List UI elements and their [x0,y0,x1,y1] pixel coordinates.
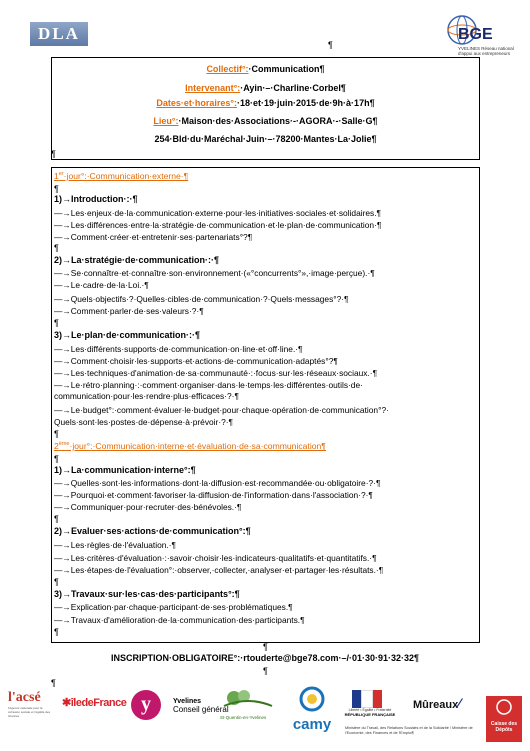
yvelines-logo-text: Yvelines Conseil général [173,698,229,714]
ile-de-france-logo: ✱îledeFrance [62,697,127,709]
list-item: —→Les·critères·d'évaluation·:·savoir·choisir·les·indicateurs·qualitatifs·et·quantitatifs.·¶ [54,553,377,563]
sqy-leaf-icon [220,688,276,710]
yvelines-y-icon: y [141,693,151,715]
paragraph-mark: ¶ [263,642,268,652]
list-item: —→Le·budget°:·comment·évaluer·le·budget·pour·chaque·opération·de·communication°?· [54,405,389,415]
saint-quentin-logo: St-Quentin-en-Yvelines [220,688,276,718]
bge-logo-subtitle: YVELINES Réseau national d'appui aux entrepreneurs [458,46,514,56]
list-item: —→Les·différences·entre·la·stratégie·de·communication·et·le·plan·de·communication·¶ [54,220,382,230]
program-box [51,167,480,643]
info-box [51,57,480,160]
paragraph-mark: ¶ [328,40,333,50]
list-item: —→Les·enjeux·de·la·communication·externe·pour·les·initiatives·sociales·et·solidaires.¶ [54,208,382,218]
section-heading: 2)→Evaluer·ses·actions·de·communication°:¶ [54,526,251,536]
camy-logo: camy [288,686,336,730]
list-item: —→Comment·créer·et·entretenir·ses·partenariats°?¶ [54,232,253,242]
list-item: —→Pourquoi·et·comment·favoriser·la·diffusion·de·l'information·dans·l'association·?·¶ [54,490,373,500]
list-item: —→Les·techniques·d'animation·de·sa·communauté·:·focus·sur·les·réseaux·sociaux.·¶ [54,368,378,378]
list-item: —→Se·connaître·et·connaître·son·environnement·(«°concurrents°»,·image·perçue).·¶ [54,268,375,278]
republique-francaise-logo: Liberté • Égalité • Fraternité RÉPUBLIQUE FRANÇAISE [344,690,396,717]
flag-icon [352,690,382,708]
dla-logo: DLA [30,22,88,46]
intervenant-value: ·Ayin·–·Charline·Corbel¶ [240,83,346,93]
camy-swirl-icon [288,686,336,712]
day2-heading: 2ème·jour°:·Communication·interne·et·évaluation·de·sa·communication¶ [54,441,326,451]
caisse-des-depots-logo: Caisse des Dépôts [486,696,522,742]
list-item-continued: communication·pour·les·rendre·plus·efficaces·?·¶ [54,391,239,401]
section-heading: 1)→La·communication·interne°:¶ [54,465,196,475]
paragraph-mark: ¶ [54,318,59,328]
list-item: —→Quelles·sont·les·informations·dont·la·diffusion·est·recommandée·ou·obligatoire·?·¶ [54,478,381,488]
list-item: —→Communiquer·pour·recruter·des·bénévoles.·¶ [54,502,242,512]
list-item: —→Les·différents·supports·de·communication·on·line·et·off·line.·¶ [54,344,303,354]
section-heading: 1)→Introduction·:·¶ [54,194,138,204]
list-item: —→Le·cadre·de·la·Loi.·¶ [54,280,149,290]
list-item: —→Le·rétro·planning·:·comment·organiser·dans·le·temps·les·différentes·outils·de· [54,380,363,390]
collectif-value: ·Communication¶ [248,64,325,74]
dates-label: Dates·et·horaires°: [156,98,238,108]
mureaux-logo: Mûreaux⁄ [413,695,461,711]
list-item: —→Les·étapes·de·l'évaluation°:·observer,·collecter,·analyser·et·partager·les·résultats.·¶ [54,565,384,575]
dates-value: ·18·et·19·juin·2015·de·9h·à·17h¶ [237,98,375,108]
star-icon: ✱ [62,697,71,709]
list-item: —→Comment·parler·de·ses·valeurs·?·¶ [54,306,204,316]
yvelines-logo-mark [131,690,161,720]
section-heading: 3)→Travaux·sur·les·cas·des·participants°:¶ [54,589,240,599]
paragraph-mark: ¶ [54,429,59,439]
ministere-text: Ministère du Travail, des Relations Sociales et de la Solidarité / Ministère de l'Economie, des Finances et de l'Emploi¶ [345,726,473,735]
intervenant-label: Intervenant°: [185,83,241,93]
list-item: —→Quels·objectifs·?·Quelles·cibles·de·communication·?·Quels·messages°?·¶ [54,294,349,304]
paragraph-mark: ¶ [54,454,59,464]
bge-logo-text: BGE [458,26,493,43]
list-item-continued: Quels·sont·les·postes·de·dépense·à·prévoir·?·¶ [54,417,234,427]
day1-heading: 1er·jour°:·Communication·externe·¶ [54,171,189,181]
swoosh-icon: ⁄ [458,695,461,711]
lieu-value: ·Maison·des·Associations·-·AGORA·-·Salle·G¶ [178,116,378,126]
caisse-emblem-icon [486,696,522,716]
list-item: —→Les·règles·de·l'évaluation.·¶ [54,540,177,550]
paragraph-mark: ¶ [54,184,59,194]
bge-logo [436,8,514,62]
lieu-label: Lieu°: [153,116,179,126]
section-heading: 2)→La·stratégie·de·communication·:·¶ [54,255,220,265]
collectif-label: Collectif°: [206,64,249,74]
list-item: —→Travaux·d'amélioration·de·la·communication·des·participants.¶ [54,615,305,625]
inscription-line: INSCRIPTION·OBLIGATOIRE°:·rtouderte@bge78.com·–/·01·30·91·32·32¶ [110,653,420,663]
paragraph-mark: ¶ [54,243,59,253]
paragraph-mark: ¶ [51,149,56,159]
list-item: —→Explication·par·chaque·participant·de·ses·problématiques.¶ [54,602,293,612]
paragraph-mark: ¶ [263,666,268,676]
paragraph-mark: ¶ [54,627,59,637]
list-item: —→Comment·choisir·les·supports·et·actions·de·communication·adaptés°?¶ [54,356,338,366]
section-heading: 3)→Le·plan·de·communication·:·¶ [54,330,201,340]
paragraph-mark: ¶ [51,678,56,688]
acse-logo: l'acsé l'Agence nationale pour la cohésion sociale et l'égalité des chances [8,690,51,718]
address: 254·Bld·du·Maréchal·Juin·–·78200·Mantes·La·Jolie¶ [154,134,377,144]
paragraph-mark: ¶ [54,514,59,524]
paragraph-mark: ¶ [54,577,59,587]
